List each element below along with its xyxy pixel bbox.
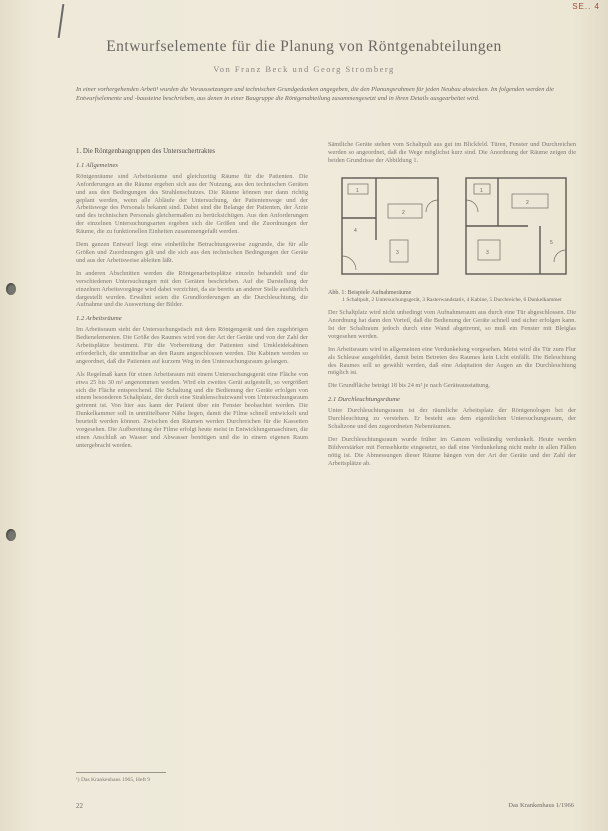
paragraph: Als Regelmaß kann für einen Arbeitsraum mit einem Untersuchungsgerät eine Fläche von etwa 25 bis 30 m² angenommen werden. Wird ein zweites Gerät aufgestellt, so vergrößert sich die Fläche entsprechend. Die Schaltung und die Bedienung der Geräte erfolgen von einem besonderen Schaltplatz, der durch eine Strahlenschutzwand vom Untersuchungsraum getrennt ist. Von hier aus kann der Patient über ein Fenster beobachtet werden. Die Dunkelkammer soll in unmittelbarer Nähe liegen, damit die Filme schnell entwickelt und beurteilt werden können. Zwischen den Räumen werden Durchreichen für die Kassetten vorgesehen. Die Aufbereitung der Filme erfolgt heute meist in Entwicklungsmaschinen, die einen Anschluß an Wasser und Abwasser benötigen und die in einem eigenen Raum untergebracht werden.	[76, 370, 308, 449]
figure-label: 5	[550, 239, 553, 246]
journal-footer: Das Krankenhaus 1/1966	[508, 802, 574, 809]
device-stand	[390, 240, 408, 262]
figure-caption: Abb. 1: Beispiele Aufnahmeräume	[328, 289, 412, 296]
punch-hole-lower	[6, 529, 16, 541]
footnote-rule	[76, 772, 166, 773]
left-column	[76, 141, 308, 801]
section-heading: 1. Die Röntgenbaugruppen des Untersuchertraktes	[76, 148, 216, 155]
paragraph: Der Schaltplatz wird nicht unbedingt vom Aufnahmeraum aus durch eine Tür abgeschlossen. Die Anordnung hat dann den Vorteil, daß die Bedienung der Geräte schnell und sicher erfolgen kann. Ist der Schaltraum jedoch durch eine Wand abgetrennt, so muß ein Fenster mit Bleiglas vorgesehen werden.	[328, 309, 576, 340]
paragraph: Unter Durchleuchtungsraum ist der räumliche Arbeitsplatz der Röntgenologen bei der Durchleuchtung zu verstehen. Er besteht aus dem eigentlichen Untersuchungsraum, der Schaltzone und den zugeordneten Nebenräumen.	[328, 407, 576, 430]
subsection-heading: 2.1 Durchleuchtungsräume	[328, 396, 400, 404]
door-swing	[342, 256, 356, 270]
examination-table	[512, 194, 548, 208]
door-swing	[426, 200, 438, 212]
figure-label: 4	[354, 227, 357, 234]
figure-label: 3	[396, 249, 399, 256]
punch-hole-upper	[6, 283, 16, 295]
page-number: 22	[76, 802, 83, 810]
door-swing	[466, 200, 478, 212]
paragraph: Im Arbeitsraum wird in allgemeinen eine Verdunkelung vorgesehen. Meist wird die Tür zum Flur als Schleuse ausgebildet, damit beim Betreten des Raumes kein Licht einfällt. Die Beleuchtung des Raumes soll so gewählt werden, daß eine Adaptation der Augen an die Durchleuchtung möglich ist.	[328, 345, 576, 377]
right-column	[328, 141, 576, 801]
paragraph: Im Arbeitsraum steht der Untersuchungstisch mit dem Röntgengerät und den zugehörigen Bedienelementen. Die Größe des Raumes wird von der Art der Geräte und von der Zahl der Arbeitsplätze bestimmt. Für die Vorbereitung der Patienten sind Umkleidekabinen erforderlich, die unmittelbar an den Raum angeschlossen werden. Die Kabinen werden so angeordnet, daß die Patienten auf kurzem Weg in den Untersuchungsraum gelangen.	[76, 326, 308, 365]
figure-legend: 1 Schaltpult, 2 Untersuchungsgerät, 3 Rasterwandstativ, 4 Kabine, 5 Durchreiche, 6 Dunkelkammer	[342, 297, 562, 304]
figure-label: 2	[402, 209, 405, 216]
figure-label: 2	[526, 199, 529, 206]
paragraph: Sämtliche Geräte stehen vom Schaltpult aus gut im Blickfeld. Türen, Fenster und Durchreichen werden so angeordnet, daß die Wege möglichst kurz sind. Die Anordnung der Räume zeigen die beiden Grundrisse der Abbildung 1.	[328, 141, 576, 164]
paragraph: Der Durchleuchtungsraum wurde früher im Ganzen vollständig verdunkelt. Heute werden Bildverstärker mit Fernsehkette eingesetzt, so daß eine Verdunkelung nicht mehr in allen Fällen nötig ist. Die Abmessungen dieser Räume hängen von der Art der Geräte und der Zahl der Arbeitsplätze ab.	[328, 435, 576, 467]
figure-label: 1	[480, 187, 483, 194]
device-stand	[478, 240, 500, 260]
pen-mark	[58, 4, 65, 38]
article-title: Entwurfselemente für die Planung von Röntgenabteilungen	[106, 38, 502, 55]
floor-plan-figure	[328, 170, 574, 288]
subsection-heading: 1.2 Arbeitsräume	[76, 315, 122, 323]
article-intro: In einer vorhergehenden Arbeit¹ wurden die Voraussetzungen und technischen Grundgedanken angegeben, die den Planungsrahmen für jeden Neubau abstecken. Im folgenden werden die Entwurfselemente und -bausteine beschrieben, aus denen in einer Baugruppe die Röntgenabteilung zusammengesetzt und in ihren Details ausgearbeitet wird.	[76, 86, 554, 102]
examination-table	[388, 204, 422, 218]
corner-mark: SE.. 4	[572, 2, 600, 11]
figure-label: 1	[356, 187, 359, 194]
paragraph: In anderen Abschnitten werden die Röntgenarbeitsplätze einzeln behandelt und die verschiedenen Untersuchungen mit den Geräten beschrieben. Auf die Darstellung der einzelnen Arbeitsvorgänge wird dabei verzichtet, da sie bereits an anderer Stelle ausführlich dargestellt wurden. Erwähnt seien die Grundforderungen an die Durchleuchtung, die Aufnahme und die Auswertung der Bilder.	[76, 269, 308, 309]
subsection-heading: 1.1 Allgemeines	[76, 161, 118, 169]
door-swing	[554, 250, 566, 262]
paragraph: Dem ganzen Entwurf liegt eine einheitliche Betrachtungsweise zugrunde, die für alle Größen und Zuordnungen gilt und die sich aus den technischen Bedingungen der Geräte und aus der Arbeitsweise ableiten läßt.	[76, 241, 308, 264]
footnote: ¹) Das Krankenhaus 1965, Heft 9	[76, 777, 151, 783]
article-authors: Von Franz Beck und Georg Stromberg	[213, 64, 395, 74]
paragraph: Die Grundfläche beträgt 18 bis 24 m² je nach Geräteausstattung.	[328, 382, 491, 390]
paragraph: Röntgenräume sind Arbeitsräume und gleichzeitig Räume für die Patienten. Die Anforderungen an die Räume ergeben sich aus der Nutzung, aus den technischen Geräten und aus den Bedingungen des Strahlenschutzes. Die Räume können nur dann richtig geplant werden, wenn alle Abläufe der Untersuchung, der Patientenwege und der Arbeitswege des Personals bekannt sind. Dabei sind die Belange der Patienten, der Ärzte und des technischen Personals gleichermaßen zu berücksichtigen. Aus den Anforderungen der einzelnen Untersuchungsarten ergeben sich die Größen und die Zuordnungen der Räume, die zu funktionellen Einheiten zusammengefaßt werden.	[76, 172, 308, 236]
figure-label: 3	[486, 249, 489, 256]
